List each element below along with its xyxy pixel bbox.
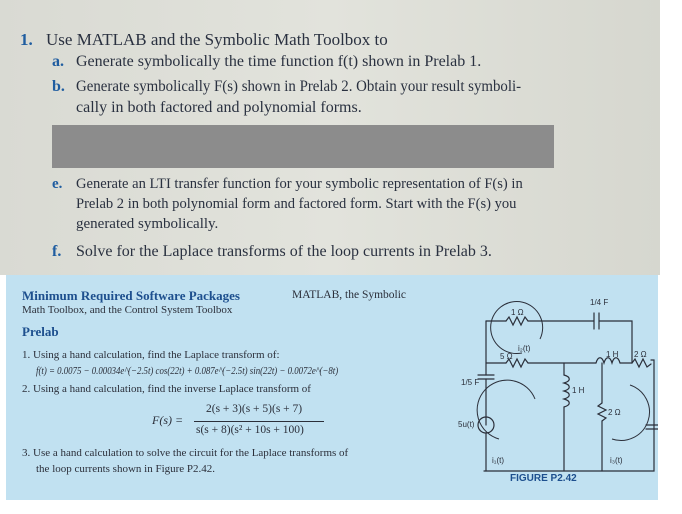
label-r5: 5 Ω — [500, 352, 513, 361]
label-r2-mid: 2 Ω — [608, 408, 621, 417]
sub-item-a-line1: Generate symbolically the time function f(t) shown in Prelab 1. — [76, 53, 482, 70]
prelab-item3-line2: the loop currents shown in Figure P2.42. — [36, 463, 216, 475]
label-ind-top: 1 H — [606, 350, 619, 359]
redaction-box — [52, 125, 554, 168]
label-i1: i₁(t) — [492, 456, 505, 465]
prelab-item3-line1: 3. Use a hand calculation to solve the circuit for the Laplace transforms of — [22, 447, 349, 459]
requirements-text-line1: MATLAB, the Symbolic — [292, 289, 407, 301]
prelab-item2: 2. Using a hand calculation, find the inverse Laplace transform of — [22, 383, 311, 395]
label-i3: i₃(t) — [610, 456, 623, 465]
requirements-heading: Minimum Required Software Packages — [22, 288, 240, 303]
prelab-heading: Prelab — [22, 324, 59, 339]
label-cap-top: 1/4 F — [590, 298, 609, 307]
figure-label: FIGURE P2.42 — [510, 473, 577, 484]
label-ind-mid: 1 H — [572, 386, 585, 395]
label-i2: i₂(t) — [518, 344, 531, 353]
Fs-denominator: s(s + 8)(s² + 10s + 100) — [196, 424, 304, 436]
prelab-item1: 1. Using a hand calculation, find the Laplace transform of: — [22, 349, 280, 361]
requirements-text-line2: Math Toolbox, and the Control System Toolbox — [22, 304, 233, 316]
ft-formula: f(t) = 0.0075 − 0.00034e^(−2.5t) cos(22t) + 0.087e^(−2.5t) sin(22t) − 0.0072e^(−8t) — [36, 366, 339, 377]
label-cap-left: 1/5 F — [461, 378, 480, 387]
sub-item-letter-b: b. — [52, 78, 65, 95]
item-text: Use MATLAB and the Symbolic Math Toolbox to — [46, 30, 388, 49]
sub-item-e-line1: Generate an LTI transfer function for your symbolic representation of F(s) in — [76, 176, 523, 192]
sub-item-e-line3: generated symbolically. — [76, 216, 219, 232]
label-r2-top: 2 Ω — [634, 350, 647, 359]
sub-item-letter-a: a. — [52, 53, 64, 70]
Fs-numerator: 2(s + 3)(s + 5)(s + 7) — [206, 403, 303, 415]
Fs-label: F(s) = — [152, 413, 184, 427]
label-r1: 1 Ω — [511, 308, 524, 317]
circuit-diagram — [6, 275, 658, 500]
sub-item-letter-e: e. — [52, 176, 63, 192]
sub-item-b-line1: Generate symbolically F(s) shown in Prelab 2. Obtain your result symboli- — [76, 78, 522, 95]
item-number: 1. — [20, 30, 33, 49]
label-source: 5u(t) — [458, 420, 475, 429]
prelab-panel — [6, 275, 658, 500]
sub-item-e-line2: Prelab 2 in both polynomial form and factored form. Start with the F(s) you — [76, 196, 517, 212]
sub-item-letter-f: f. — [52, 243, 62, 260]
sub-item-f-line1: Solve for the Laplace transforms of the loop currents in Prelab 3. — [76, 243, 492, 260]
sub-item-b-line2: cally in both factored and polynomial forms. — [76, 99, 362, 116]
